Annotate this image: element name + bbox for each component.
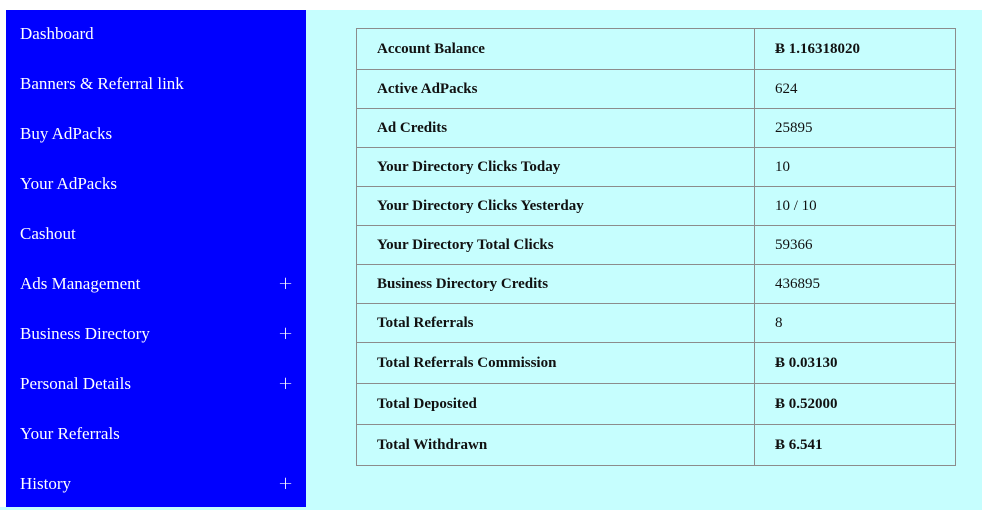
stat-label: Your Directory Total Clicks [357,226,755,265]
stat-label: Your Directory Clicks Today [357,148,755,187]
sidebar-item-buy-adpacks[interactable] [6,110,306,160]
stat-value: 624 [755,70,956,109]
table-row [357,70,956,109]
stat-value: 59366 [755,226,956,265]
table-row [357,384,956,425]
stat-value: 10 [755,148,956,187]
table-row [357,187,956,226]
sidebar-item-label: Banners & Referral link [20,74,184,93]
sidebar-nav [6,10,306,507]
expand-plus-icon[interactable]: + [278,323,294,344]
table-row [357,265,956,304]
sidebar-item-banners-referral-link[interactable] [6,60,306,110]
stat-label: Account Balance [357,29,755,70]
table-row [357,226,956,265]
table-row [357,29,956,70]
sidebar-item-ads-management[interactable] [6,260,306,310]
account-stats-table [356,28,956,466]
sidebar-item-your-referrals[interactable] [6,410,306,460]
table-row [357,343,956,384]
page-top-strip [0,0,982,10]
expand-plus-icon[interactable]: + [278,473,294,494]
sidebar-item-label: Cashout [20,224,76,243]
stat-value: Ƀ 0.52000 [755,384,956,425]
table-row [357,304,956,343]
sidebar-item-label: Your AdPacks [20,174,117,193]
expand-plus-icon[interactable]: + [278,373,294,394]
stat-label: Total Deposited [357,384,755,425]
stat-label: Your Directory Clicks Yesterday [357,187,755,226]
sidebar-item-cashout[interactable] [6,210,306,260]
stat-label: Ad Credits [357,109,755,148]
stat-value: Ƀ 1.16318020 [755,29,956,70]
table-row [357,109,956,148]
sidebar-item-label: Ads Management [20,274,141,293]
sidebar-item-personal-details[interactable] [6,360,306,410]
stat-value: 436895 [755,265,956,304]
stat-label: Total Referrals Commission [357,343,755,384]
sidebar-item-label: Business Directory [20,324,150,343]
stat-value: 10 / 10 [755,187,956,226]
stat-label: Business Directory Credits [357,265,755,304]
stat-value: Ƀ 6.541 [755,425,956,466]
sidebar-item-label: Personal Details [20,374,131,393]
sidebar-item-label: Buy AdPacks [20,124,113,143]
sidebar-item-dashboard[interactable] [6,10,306,60]
expand-plus-icon[interactable]: + [278,273,294,294]
sidebar-item-label: Your Referrals [20,424,120,443]
sidebar-item-label: Dashboard [20,24,94,43]
stat-label: Total Referrals [357,304,755,343]
table-row [357,425,956,466]
stat-value: Ƀ 0.03130 [755,343,956,384]
stat-label: Total Withdrawn [357,425,755,466]
stat-value: 8 [755,304,956,343]
stat-value: 25895 [755,109,956,148]
sidebar-item-business-directory[interactable] [6,310,306,360]
sidebar-item-your-adpacks[interactable] [6,160,306,210]
sidebar-item-label: History [20,474,71,493]
stat-label: Active AdPacks [357,70,755,109]
sidebar-item-history[interactable] [6,460,306,510]
table-row [357,148,956,187]
